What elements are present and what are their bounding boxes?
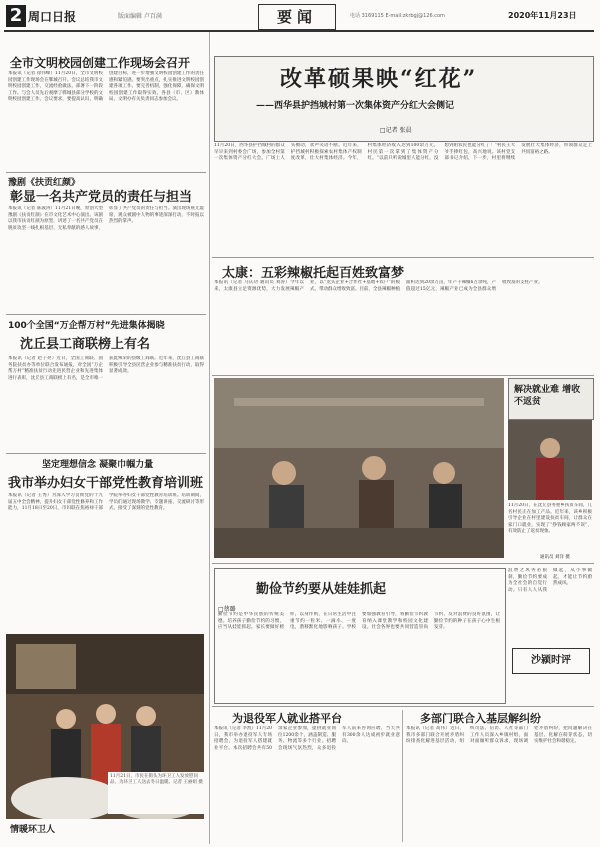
issue-date: 2020年11月23日 — [508, 11, 577, 20]
divider — [212, 375, 594, 376]
photo-factory — [214, 378, 504, 558]
header-rule — [4, 30, 594, 32]
article-title-women: 我市举办妇女干部党性教育培训班 — [8, 476, 204, 491]
page-number: 2 — [6, 5, 26, 27]
article-body-women: 本报讯（记者 王秀）为深入学习贯彻党的十九届五中全会精神，提升妇女干部党性修养和工作能力，11月18日至20日，市妇联在焦裕禄干部学院举办妇女干部党性教育培训班。培训期间，学员们通过现场教学、专题讲座、交流研讨等形式，接受了深刻的党性教育。 — [8, 493, 204, 511]
veteran-title: 为退役军人就业搭平台 — [232, 712, 342, 725]
article-body-campus: 本报讯（记者 徐伟峰）11月20日，全市文明校园创建工作现场会在郸城召开。会议总结我市文明校园创建工作，交流经验做法，部署下一阶段工作。与会人员先后观摩了郸城县部分学校的文明校园创建工作。会议要求，要提高认识，明确创建目标，进一步增强文明校园创建工作的责任感和紧迫感。要突出重点，扎实推进文明校园创建各项工作。要完善机制，强化保障，确保文明校园创建工作取得实效。各县（市、区）教体局、文明办有关负责同志参加会议。 — [8, 71, 204, 102]
divider — [212, 563, 594, 564]
photo-workshop — [508, 420, 592, 500]
employment-credit: 通讯员 刘洋 摄 — [540, 555, 570, 560]
photo-factory-image — [214, 378, 504, 558]
frugal-title: 勤俭节约要从娃娃抓起 — [256, 582, 387, 597]
comment-label: 沙颍时评 — [512, 648, 590, 674]
article-title-award: 沈丘县工商联榜上有名 — [20, 337, 151, 352]
section-title: 要闻 — [258, 4, 336, 30]
lead-byline: □记者 张晨 — [380, 127, 412, 134]
paper-name: 周口日报 — [28, 10, 77, 24]
dispute-title: 多部门联合入基层解纠纷 — [420, 712, 541, 725]
lead-subtitle: ——西华县护挡城村第一次集体资产分红大会侧记 — [256, 101, 455, 111]
photo-caption-sanitation: 11月21日，市民在街头为环卫工人发放慰问品，为环卫工人送去冬日温暖。记者 王丽娟 摄 — [108, 772, 206, 814]
divider — [212, 706, 594, 707]
article-title-opera: 彰显一名共产党员的责任与担当 — [10, 190, 193, 205]
frugal-byline: □蔡璐 — [218, 606, 236, 613]
editor-line: 版面编辑 卢百满 — [118, 13, 162, 20]
article-kicker-women: 坚定理想信念 凝聚巾帼力量 — [42, 460, 154, 470]
lead-title: 改革硕果映“红花” — [280, 66, 478, 92]
article-body-opera: 本报讯（记者 陈波涛）11月21日晚，原创大型豫剧《扶贡红颜》在市文化艺术中心演出。该剧以我市扶贡红颜为原型，讲述了一名共产党员在脱贫攻坚一线扎根基层、无私奉献的感人故事，彰显了共产党员的责任与担当。演出现场座无虚席，观众被剧中人物的事迹深深打动，不时报以热烈的掌声。 — [8, 206, 204, 231]
article-title-campus: 全市文明校园创建工作现场会召开 — [10, 56, 191, 70]
divider — [6, 172, 206, 173]
divider — [402, 710, 403, 842]
veteran-body: 本报讯（记者 李凯）11月20日，我市举办退役军人专场招聘会，为退役军人搭建就业平台。本次招聘会共有50余家企业参加，提供就业岗位1200余个，涵盖制造、服务、物流等多个行业。招聘会现场气氛热烈，众多退役军人前来咨询应聘，当天共有300余人达成初步就业意向。 — [214, 726, 400, 751]
divider — [212, 257, 594, 258]
comment-body: 浪费之风务必狠刹，勤俭节约要成为全社会的自觉行动。只有人人从我做起，从小事做起，才能让节约蔚然成风。 — [508, 568, 592, 593]
article-body-award: 本报讯（记者 赵子亮）近日，全国工商联、国务院扶贫办等单位联合发布通报，对全国“万企帮万村”精准扶贫行动先进民营企业和先进集体进行表彰，沈丘县工商联榜上有名，是全市唯一获此殊荣的县级工商联。近年来，沈丘县工商联积极引导全县民营企业参与精准扶贫行动，取得显著成效。 — [8, 356, 204, 381]
lead-body: 11月20日，西华县护挡城村的群众早早来到村委会广场，参加全村第一次集体资产分红大会。广场上人头攒动，欢声笑语不断。近年来，护挡城村积极探索农村集体产权制度改革，壮大村集体经济。今年，村集体经济收入达到100余万元，村民第一次拿到了集体资产分红。“以前只听说城里人能分红，没想到咱农民也能分红了！”村民王大爷手捧红包，高兴地说。该村党支部书记介绍，下一步，村里将继续发展壮大集体经济，带领群众走上共同富裕之路。 — [214, 143, 592, 161]
employment-title: 解决就业难 增收不返贫 — [514, 385, 581, 407]
dispute-body: 本报讯（记者 高伟）近日，我市多部门联合开展矛盾纠纷排查化解进基层活动，组织司法、信访、人社等部门工作人员深入乡镇村组，面对面倾听群众诉求，现场调处矛盾纠纷，把问题解决在基层、化解在萌芽状态，切实维护社会和谐稳定。 — [406, 726, 592, 744]
divider — [6, 453, 206, 454]
pepper-body: 本报讯（记者 马庆功 通讯员 刘涛）今年以来，太康县立足资源优势，大力发展辣椒产业，以“龙头企业+合作社+基地+农户”的模式，带动群众增收致富。目前，全县辣椒种植面积达到20余万亩，年产干辣椒6万余吨，产值超过15亿元，辣椒产业已成为全县群众增收致富的支柱产业。 — [214, 280, 543, 292]
photo-title-sanitation: 情暖环卫人 — [10, 825, 56, 835]
photo-workshop-image — [508, 420, 592, 500]
article-kicker-award: 100个全国“万企帮万村”先进集体揭晓 — [8, 321, 165, 331]
article-kicker-opera: 豫剧《扶贡红颜》 — [8, 178, 81, 188]
column-divider — [209, 32, 210, 844]
pepper-title: 太康：五彩辣椒托起百姓致富梦 — [222, 266, 405, 281]
contact-line: 电话 3169115 E-mail:zkrbgj@126.com — [350, 13, 445, 19]
frugal-body: 勤俭节约是中华民族的传统美德。培养孩子勤俭节约的习惯，应当从娃娃抓起。家长要做好榜样，以身作则，在日常生活中注重节约一粒米、一滴水、一度电，潜移默化地影响孩子。学校要加强教育引导，将勤俭节约教育纳入课堂教学和校园文化建设。社会各界也要共同营造崇尚节约、反对浪费的良好氛围，让勤俭节约的种子在孩子心中生根发芽。 — [218, 612, 500, 630]
divider — [6, 314, 206, 315]
employment-body: 11月20日，在沈丘县务重乡扶贫车间，几名村民正在加工产品。近年来，该乡积极引导企业在村里建设扶贫车间，让群众在家门口就业，实现了“挣钱顾家两不误”，有效防止了返贫现象。 — [508, 503, 592, 534]
